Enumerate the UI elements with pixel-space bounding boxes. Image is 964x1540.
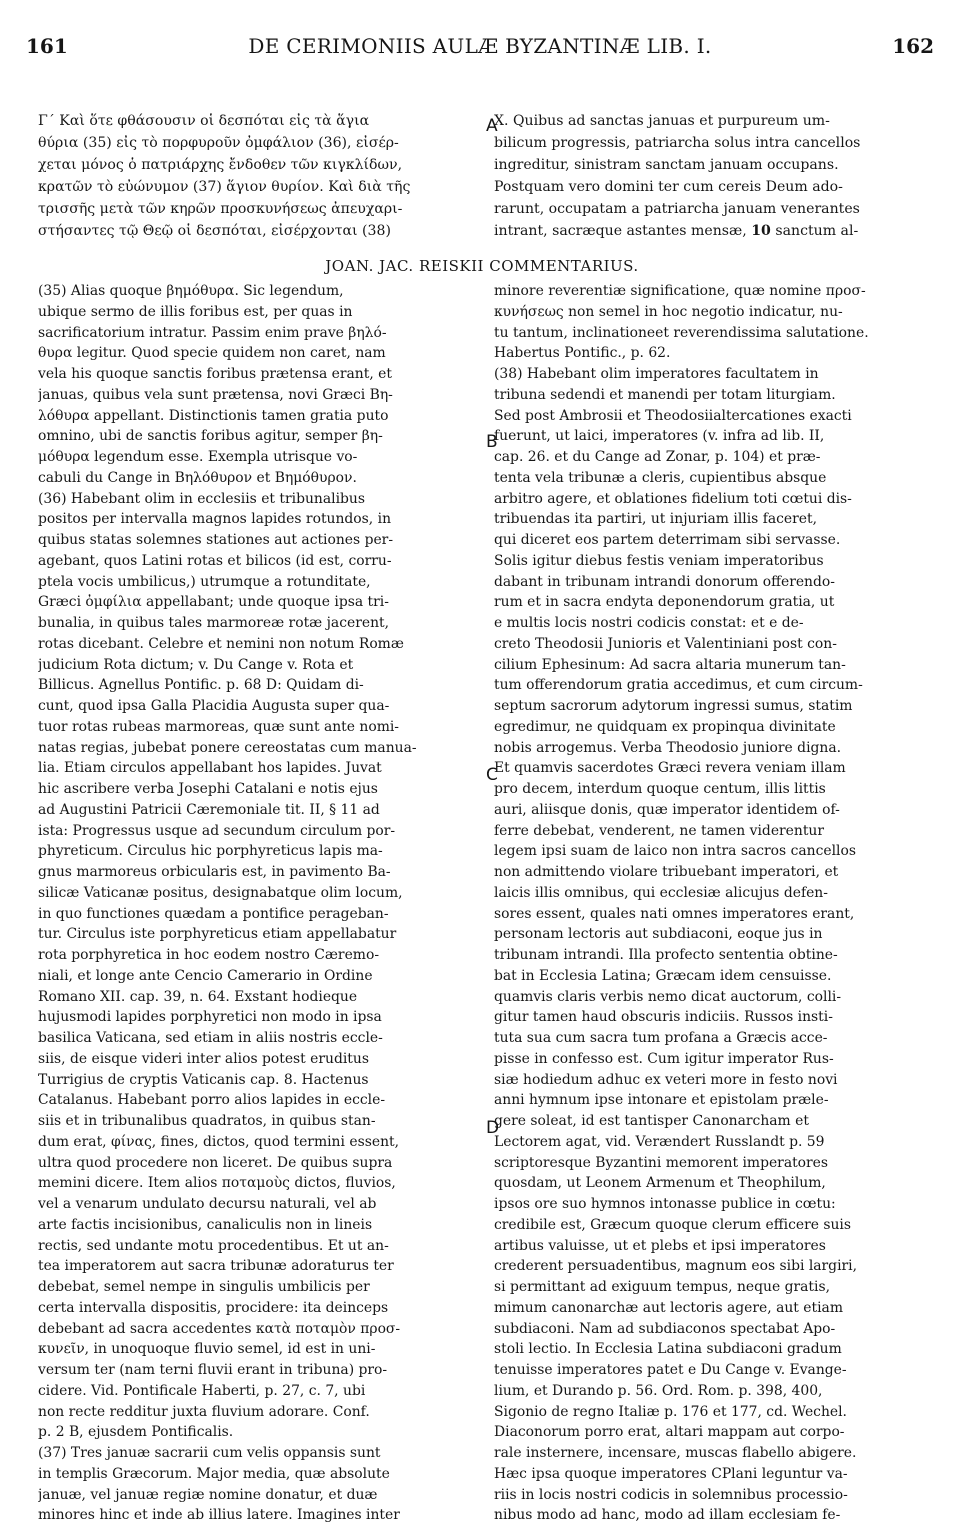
commentary-line: dabant in tribunam intrandi donorum offerendo-: [494, 573, 835, 590]
commentary-line: tum offerendorum gratia accedimus, et cum circum-: [494, 677, 863, 694]
commentary-line: tuta sua cum sacra tum profana a Græcis acce-: [494, 1030, 828, 1046]
commentary-line: creto Theodosii Junioris et Valentiniani post con-: [494, 635, 837, 652]
commentary-line: ipsos ore suo hymnos intonasse publice in cœtu:: [494, 1196, 836, 1212]
commentary-line: riis in locis nostri codicis in solemnibus processio-: [494, 1486, 848, 1503]
commentary-line: quamvis claris verbis nemo dicat auctorum, colli-: [494, 988, 842, 1005]
commentary-line: ferre debebat, venderent, ne tamen viderentur: [494, 822, 825, 839]
commentary-line: auri, aliisque donis, quæ imperator identidem of-: [494, 801, 840, 818]
commentary-line: Billicus. Agnellus Pontific. p. 68 D: Quidam di-: [38, 677, 364, 694]
commentary-line: in templis Græcorum. Major media, quæ absolute: [38, 1465, 390, 1482]
commentary-line: debebat, semel nempe in singulis umbilicis per: [38, 1279, 370, 1295]
intro-text: [38, 64, 934, 108]
commentary-line: Diaconorum porro erat, altari mappam aut corpo-: [494, 1424, 845, 1441]
commentary-line: gere soleat, id est tantisper Canonarcham et: [494, 1113, 809, 1129]
commentary-line: januas, quibus vela sunt prætensa, novi Græci Βη-: [38, 386, 393, 403]
commentary-line: Romano XII. cap. 39, n. 64. Exstant hodieque: [38, 988, 358, 1005]
commentary-line: legem ipsi suam de laico non intra sacros cancellos: [494, 843, 856, 860]
commentary-line: μόθυρα legendum esse. Exempla utrisque vo-: [38, 449, 358, 465]
commentary-line: natas regias, jubebat ponere cereostatas cum manua-: [38, 739, 417, 756]
commentary-line: Sigonio de regno Italiæ p. 176 et 177, cd. Wechel.: [494, 1403, 847, 1420]
commentary-line: vela his quoque sanctis foribus prætensa erant, et: [38, 366, 392, 382]
greek-column: [38, 110, 488, 256]
commentary-line: crederent persuadentibus, magnum eos sibi largiri,: [494, 1258, 858, 1275]
commentary-line: hujusmodi lapides porphyretici non modo in ipsa: [38, 1009, 382, 1026]
commentary-line: non recte redditur juxta fluvium adorare. Conf.: [38, 1403, 370, 1420]
commentary-line: rale insternere, incensare, muscas flabello abigere.: [494, 1445, 857, 1461]
commentary-line: agebant, quos Latini rotas et bilicos (id est, corru-: [38, 552, 392, 569]
commentary-line: cabuli du Cange in Βηλόθυρον et Βημόθυρον.: [38, 469, 357, 486]
latin-line-text: intrant, sacræque astantes mensæ,: [494, 223, 747, 239]
margin-marker-b: B: [486, 432, 498, 452]
commentary-left-column: [38, 281, 488, 1526]
commentary-line: siis, de eisque videri inter alios potest eruditus: [38, 1050, 369, 1067]
main-text: [38, 110, 934, 256]
commentary-line: p. 2 B, ejusdem Pontificalis.: [38, 1424, 234, 1441]
commentary-line: Catalanus. Habebant porro alios lapides in eccle-: [38, 1092, 386, 1109]
commentary-line: θυρα legitur. Quod specie quidem non caret, nam: [38, 345, 386, 362]
commentary-line: Habertus Pontific., p. 62.: [494, 345, 671, 362]
commentary-line: (36) Habebant olim in ecclesiis et tribunalibus: [38, 490, 365, 507]
commentary-line: κυνεῖν, in unoquoque fluvio semel, id est in uni-: [38, 1341, 376, 1358]
commentary-line: tea imperatorem aut sacra tribunæ adoraturus ter: [38, 1258, 394, 1275]
commentary-line: silicæ Vaticanæ positus, designabatque olim locum,: [38, 884, 403, 901]
commentary-line: Hæc ipsa quoque imperatores CPlani leguntur va-: [494, 1465, 848, 1482]
commentary-line: rotas dicebant. Celebre et nemini non notum Romæ: [38, 635, 404, 652]
commentary-line: ptela vocis umbilicus,) utrumque a rotunditate,: [38, 573, 371, 590]
commentary-line: tur. Circulus iste porphyreticus etiam appellabatur: [38, 926, 397, 943]
commentary-line: nobis arrogemus. Verba Theodosio juniore digna.: [494, 739, 842, 756]
commentary-line: κυνήσεως non semel in hoc negotio indicatur, nu-: [494, 303, 843, 320]
margin-marker-a: A: [486, 116, 498, 136]
commentary-line: basilica Vaticana, sed etiam in aliis nostris eccle-: [38, 1030, 383, 1046]
commentary-line: rum et in sacra endyta deponendorum gratia, ut: [494, 594, 835, 611]
commentary-line: gitur tamen haud obscuris indiciis. Russos insti-: [494, 1009, 833, 1026]
commentary-line: omnino, ubi de sanctis foribus agitur, semper βη-: [38, 428, 383, 445]
greek-line: Γ΄ Καὶ ὅτε φθάσουσιν οἱ δεσπόται εἰς τὰ ἅγια: [38, 113, 370, 129]
commentary-line: rectis, sed undante motu procedentibus. Et ut an-: [38, 1237, 389, 1254]
commentary-line: minore reverentiæ significatione, quæ nomine προσ-: [494, 283, 866, 299]
page-header: [26, 34, 934, 58]
commentary-line: quosdam, ut Leonem Armenum et Theophilum,: [494, 1175, 826, 1192]
commentary-line: tribunam intrandi. Illa profecto sententia obtine-: [494, 947, 838, 963]
commentary-line: subdiaconi. Nam ad subdiaconos spectabat Apo-: [494, 1320, 836, 1337]
greek-line: τρισσῆς μετὰ τῶν κηρῶν προσκυνήσεως ἀπευχαρι-: [38, 201, 403, 217]
commentary-line: Et quamvis sacerdotes Græci revera veniam illam: [494, 760, 846, 777]
commentary-line: ad Augustini Patricii Cæremoniale tit. II, § 11 ad: [38, 801, 380, 818]
commentary-line: stoli lectio. In Ecclesia Latina subdiaconi gradum: [494, 1341, 842, 1358]
commentary-line: pro decem, interdum quoque centum, illis littis: [494, 781, 826, 797]
commentary-line: hic ascribere verba Josephi Catalani e notis ejus: [38, 781, 378, 797]
commentary-line: ubique sermo de illis foribus est, per quas in: [38, 303, 353, 320]
commentary-line: (37) Tres januæ sacrarii cum velis oppansis sunt: [38, 1445, 381, 1461]
commentary-line: arbitro agere, et oblationes fidelium toti cœtui dis-: [494, 490, 852, 507]
commentary-line: Solis igitur diebus festis veniam imperatoribus: [494, 552, 824, 569]
commentary-line: Lectorem agat, vid. Verændert Russlandt p. 59: [494, 1133, 825, 1150]
greek-line: στήσαντες τῷ Θεῷ οἱ δεσπόται, εἰσέρχονται (38): [38, 223, 391, 239]
commentary-line: niali, et longe ante Cencio Camerario in Ordine: [38, 967, 373, 984]
margin-marker-d: D: [486, 1118, 500, 1138]
commentary-line: siis et in tribunalibus quadratos, in quibus stan-: [38, 1113, 376, 1129]
commentary-line: qui diceret eos partem deterrimam sibi servasse.: [494, 532, 841, 548]
commentary-line: siæ hodiedum adhuc ex veteri more in festo novi: [494, 1071, 838, 1088]
commentary-line: cap. 26. et du Cange ad Zonar, p. 104) et præ-: [494, 449, 821, 465]
commentary-title: JOAN. JAC. REISKII COMMENTARIUS.: [325, 257, 639, 275]
commentary-line: judicium Rota dictum; v. Du Cange v. Rota et: [38, 656, 354, 673]
commentary-line: Sed post Ambrosii et Theodosiialtercationes exacti: [494, 407, 852, 424]
commentary-line: anni hymnum ipse intonare et epistolam præle-: [494, 1092, 829, 1109]
commentary-line: gnus marmoreus orbicularis est, in pavimento Ba-: [38, 864, 391, 880]
commentary-line: laicis illis omnibus, qui ecclesiæ alicujus defen-: [494, 884, 828, 901]
commentary-line: in quo functiones quædam a pontifice perageban-: [38, 905, 389, 922]
commentary-line: non admittendo violare tribuebant imperatori, et: [494, 864, 839, 880]
page-number-right: 162: [892, 34, 934, 58]
commentary-line: vel a venarum undulato decursu naturali, vel ab: [38, 1196, 377, 1212]
greek-line: κρατῶν τὸ εὐώνυμον (37) ἅγιον θυρίον. Καὶ διὰ τῆς: [38, 179, 411, 195]
commentary-line: debebant ad sacra accedentes κατὰ ποταμὸν προσ-: [38, 1320, 401, 1337]
commentary-line: nibus modo ad hanc, modo ad illam ecclesiam fe-: [494, 1507, 841, 1524]
commentary-line: e multis locis nostri codicis constat: et e de-: [494, 615, 804, 631]
commentary-line: pisse in confesso est. Cum igitur imperator Rus-: [494, 1050, 834, 1067]
commentary-line: tribuendas ita partiri, ut injuriam illis faceret,: [494, 511, 817, 528]
commentary-line: rota porphyretica in hoc eodem nostro Cæremo-: [38, 947, 380, 963]
commentary-line: cidere. Vid. Pontificale Haberti, p. 27, c. 7, ubi: [38, 1382, 366, 1399]
commentary-line: cunt, quod ipsa Galla Placidia Augusta super qua-: [38, 698, 390, 714]
commentary-line: tribuna sedendi et manendi per totam liturgiam.: [494, 386, 836, 403]
greek-line: χεται μόνος ὁ πατριάρχης ἔνδοθεν τῶν κιγκλίδων,: [38, 157, 403, 173]
commentary-line: memini dicere. Item alios ποταμοὺς dictos, fluvios,: [38, 1175, 396, 1192]
running-title: DE CERIMONIIS AULÆ BYZANTINÆ LIB. I.: [248, 34, 712, 58]
commentary-line: versum ter (nam terni fluvii erant in tribuna) pro-: [38, 1362, 388, 1378]
commentary-line: lia. Etiam circulos appellabant hos lapides. Juvat: [38, 760, 382, 777]
commentary-line: tu tantum, inclinationeet reverendissima salutatione.: [494, 324, 869, 341]
commentary-line: tuor rotas rubeas marmoreas, quæ sunt ante nomi-: [38, 718, 400, 735]
commentary-line: ultra quod procedere non liceret. De quibus supra: [38, 1154, 393, 1171]
commentary-line: positos per intervalla magnos lapides rotundos, in: [38, 511, 392, 528]
commentary-line: bunalia, in quibus tales marmoreæ rotæ jacerent,: [38, 615, 390, 631]
section-number: 10: [751, 223, 771, 239]
commentary-line: phyreticum. Circulus hic porphyreticus lapis ma-: [38, 843, 383, 860]
latin-line-last: [494, 220, 934, 242]
commentary-line: (38) Habebant olim imperatores facultatem in: [494, 366, 819, 382]
commentary-line: Græci ὀμφίλια appellabant; unde quoque ipsa tri-: [38, 594, 389, 611]
commentary-line: egredimur, ne quidquam ex propinqua divinitate: [494, 718, 836, 735]
commentary-line: januæ, vel januæ regiæ nomine donatur, et duæ: [38, 1486, 378, 1503]
commentary-line: λόθυρα appellant. Distinctionis tamen gratia puto: [38, 407, 389, 424]
commentary-line: tenuisse imperatores patet e Du Cange v. Evange-: [494, 1362, 847, 1378]
commentary-line: arte factis incisionibus, canaliculis non in lineis: [38, 1216, 373, 1233]
commentary-line: lium, et Durando p. 56. Ord. Rom. p. 398, 400,: [494, 1382, 823, 1399]
commentary-line: bat in Ecclesia Latina; Græcam idem censuisse.: [494, 967, 832, 984]
latin-line-end: sanctum al-: [770, 223, 859, 239]
commentary-line: si permittant ad exiguum tempus, neque gratis,: [494, 1279, 830, 1295]
latin-line: rarunt, occupatam a patriarcha januam venerantes: [494, 201, 860, 217]
greek-line: θύρια (35) εἰς τὸ πορφυροῦν ὀμφάλιον (36), εἰσέρ-: [38, 135, 399, 151]
commentary-line: tenta vela tribunæ a cleris, cupientibus absque: [494, 469, 827, 486]
commentary-line: sacrificatorium intratur. Passim enim prave βηλό-: [38, 324, 387, 341]
commentary-line: credibile est, Græcum quoque clerum efficere suis: [494, 1216, 851, 1233]
commentary-line: septum sacrorum adytorum ingressi sumus, statim: [494, 698, 853, 714]
commentary-line: dum erat, φίνας, fines, dictos, quod termini essent,: [38, 1133, 400, 1150]
commentary-line: cilium Ephesinum: Ad sacra altaria munerum tan-: [494, 656, 846, 673]
commentary-line: quibus statas solemnes stationes aut actiones per-: [38, 532, 394, 548]
latin-line: ingreditur, sinistram sanctam januam occupans.: [494, 157, 839, 173]
commentary-line: ista: Progressus usque ad secundum circulum por-: [38, 822, 396, 839]
page-number-left: 161: [26, 34, 68, 58]
commentary-line: scriptoresque Byzantini memorent imperatores: [494, 1154, 829, 1171]
commentary-line: sores essent, quales nati omnes imperatores erant,: [494, 905, 855, 922]
commentary-right-column: [494, 281, 934, 1526]
commentary-line: artibus valuisse, ut et plebs et ipsi imperatores: [494, 1237, 826, 1254]
commentary-line: minores hinc et inde ab illius latere. Imagines inter: [38, 1507, 400, 1524]
commentary-line: certa intervalla dispositis, procidere: ita deinceps: [38, 1299, 389, 1316]
commentary: [38, 281, 934, 1526]
latin-line: bilicum progressis, patriarcha solus intra cancellos: [494, 135, 861, 151]
latin-line: Postquam vero domini ter cum cereis Deum ado-: [494, 179, 843, 195]
commentary-line: mimum canonarchæ aut lectoris agere, aut etiam: [494, 1299, 844, 1316]
latin-column: [494, 110, 934, 256]
commentary-line: Turrigius de cryptis Vaticanis cap. 8. Hactenus: [38, 1071, 369, 1088]
commentary-line: (35) Alias quoque βημόθυρα. Sic legendum,: [38, 283, 344, 299]
latin-line: X. Quibus ad sanctas januas et purpureum um-: [494, 113, 830, 129]
commentary-line: personam lectoris aut subdiaconi, eoque jus in: [494, 926, 823, 943]
margin-marker-c: C: [486, 765, 498, 785]
commentary-line: fuerunt, ut laici, imperatores (v. infra ad lib. II,: [494, 428, 825, 445]
